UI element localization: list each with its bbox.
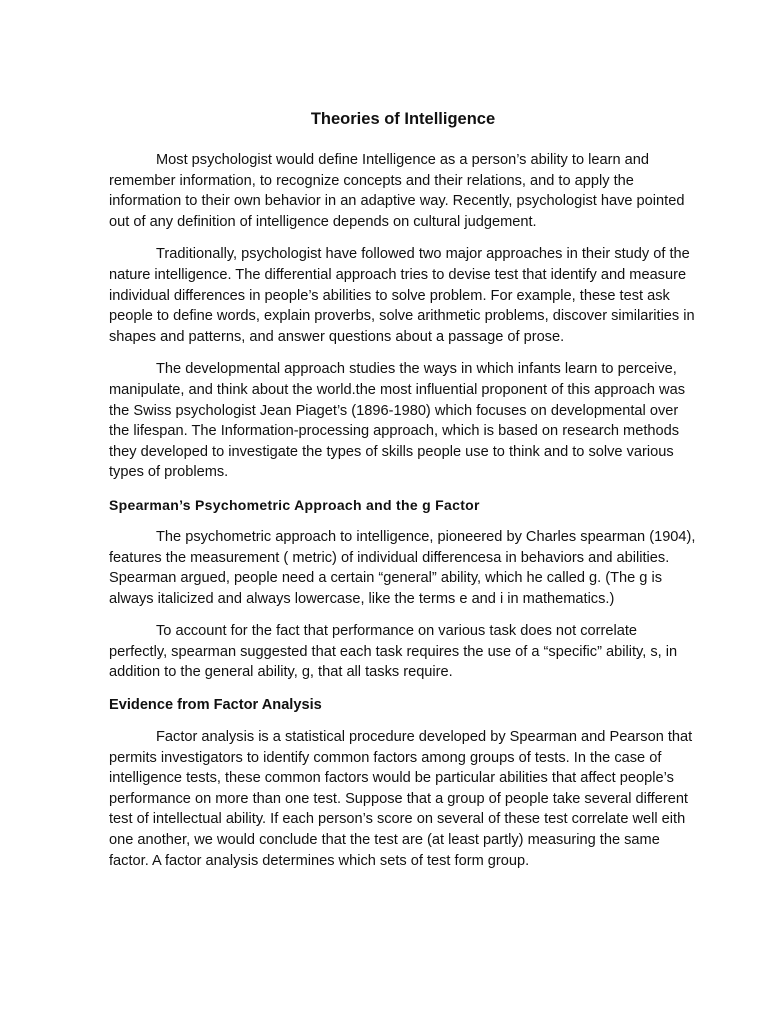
- section-heading-factor-analysis: Evidence from Factor Analysis: [109, 697, 322, 714]
- document-page: [109, 106, 697, 883]
- paragraph-specific-ability: To account for the fact that performance on various task does not correlate perfectly, spearman suggested that each task requires the use of a “specific” ability, s, in addition to the general ability, g, that all tasks require.: [109, 623, 678, 681]
- paragraph-approaches: Traditionally, psychologist have followed two major approaches in their study of the nature intelligence. The differential approach tries to devise test that identify and measure individual differences in people’s abilities to solve problem. For example, these test ask people to define words, explain proverbs, solve arithmetic problems, discover similarities in shapes and patterns, and answer questions about a passage of prose.: [109, 246, 695, 345]
- paragraph-psychometric: The psychometric approach to intelligence, pioneered by Charles spearman (1904), features the measurement ( metric) of individual differencesa in behaviors and abilities. Spearman argued, people need a certain “general” ability, which he called g. (The g is always italicized and always lowercase, like the terms e and i in mathematics.): [109, 528, 696, 607]
- paragraph-developmental: The developmental approach studies the ways in which infants learn to perceive, manipulate, and think about the world.the most influential proponent of this approach was the Swiss psychologist Jean Piaget’s (1896-1980) which focuses on developmental over the lifespan. The Information-processing approach, which is based on research methods they developed to investigate the types of skills people use to think and to solve various types of problems.: [109, 361, 686, 481]
- section-heading-spearman: Spearman’s Psychometric Approach and the g Factor: [109, 496, 480, 513]
- paragraph-intro: Most psychologist would define Intelligence as a person’s ability to learn and remember information, to recognize concepts and their relations, and to apply the information to their own behavior in an adaptive way. Recently, psychologist have pointed out of any definition of intelligence depends on cultural judgement.: [109, 152, 685, 230]
- document-title: Theories of Intelligence: [310, 110, 496, 128]
- paragraph-factor-analysis: Factor analysis is a statistical procedure developed by Spearman and Pearson that permits investigators to identify common factors among groups of tests. In the case of intelligence tests, these common factors would be particular abilities that affect people’s performance on more than one test. Suppose that a group of people take several different test of intellectual ability. If each person’s score on several of these test correlate well eith one another, we would conclude that the test are (at least partly) measuring the same factor. A factor analysis determines which sets of test form group.: [109, 729, 693, 869]
